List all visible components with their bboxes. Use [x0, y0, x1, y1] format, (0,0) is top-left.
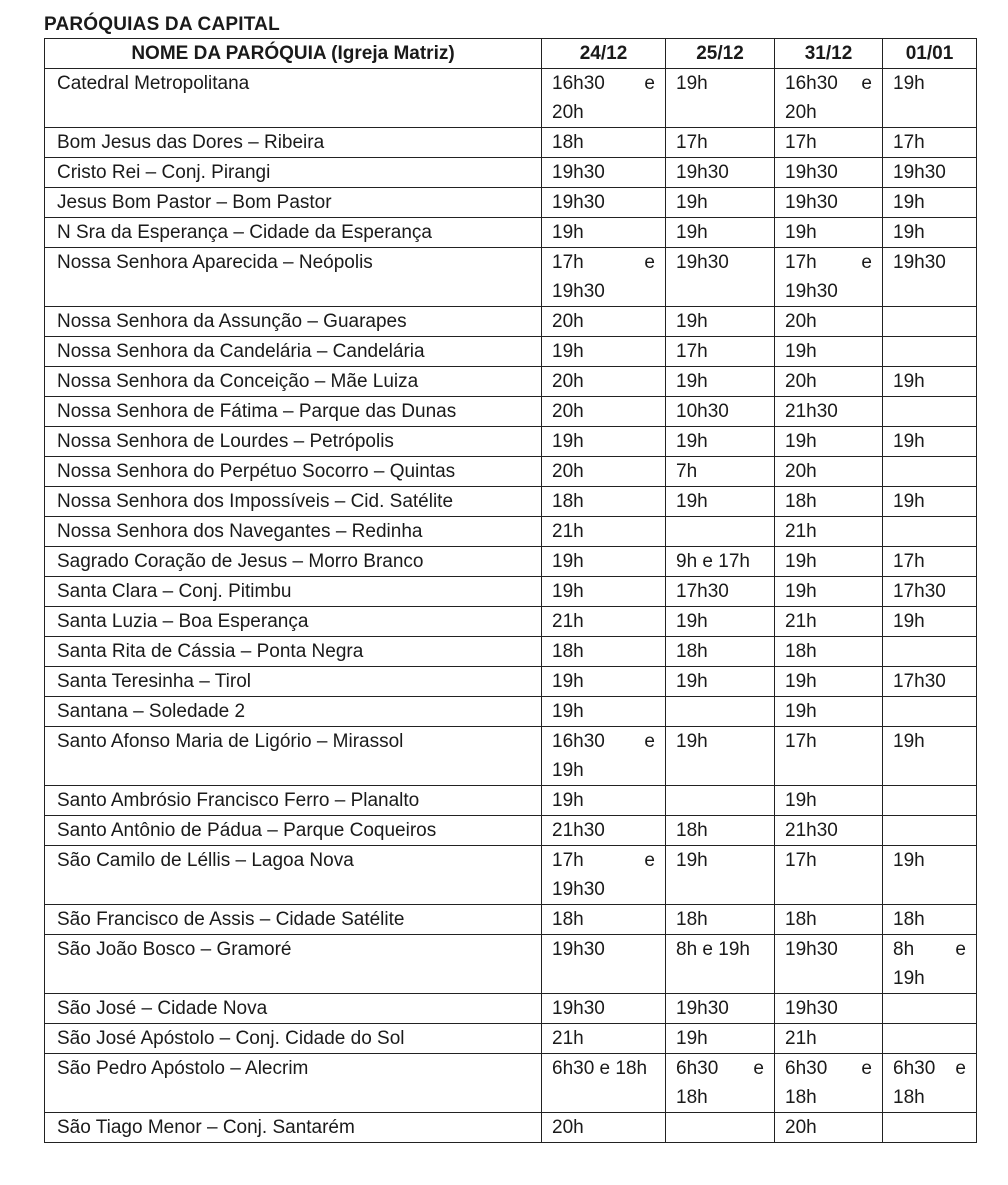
- parish-name-cell: Santa Clara – Conj. Pitimbu: [45, 577, 542, 607]
- table-row: [45, 218, 977, 248]
- time-cell-24-12: 17h e 19h30: [542, 846, 666, 905]
- time-cell-01-01: 19h: [883, 846, 977, 905]
- time-cell-31-12: 18h: [775, 487, 883, 517]
- time-cell-01-01: 6h30 e 18h: [883, 1054, 977, 1113]
- time-cell-25-12: 19h: [666, 1024, 775, 1054]
- time-cell-31-12: 21h: [775, 1024, 883, 1054]
- time-cell-31-12: 19h: [775, 577, 883, 607]
- mass-schedule-table: [44, 38, 977, 1143]
- table-row: [45, 158, 977, 188]
- time-cell-31-12: 19h: [775, 697, 883, 727]
- parish-name-cell: Santa Teresinha – Tirol: [45, 667, 542, 697]
- parish-name-cell: São João Bosco – Gramoré: [45, 935, 542, 994]
- table-row: [45, 248, 977, 307]
- time-cell-24-12: 19h: [542, 337, 666, 367]
- time-cell-01-01: 19h: [883, 188, 977, 218]
- time-cell-24-12: 19h: [542, 547, 666, 577]
- time-cell-24-12: 19h30: [542, 935, 666, 994]
- time-cell-31-12: 19h: [775, 786, 883, 816]
- time-cell-31-12: 6h30 e 18h: [775, 1054, 883, 1113]
- time-cell-24-12: 18h: [542, 637, 666, 667]
- time-cell-25-12: 18h: [666, 637, 775, 667]
- time-cell-31-12: 18h: [775, 905, 883, 935]
- table-row: [45, 517, 977, 547]
- table-row: [45, 846, 977, 905]
- parish-name-cell: Catedral Metropolitana: [45, 69, 542, 128]
- time-cell-01-01: 17h30: [883, 667, 977, 697]
- table-row: [45, 1024, 977, 1054]
- time-cell-01-01: [883, 457, 977, 487]
- parish-name-cell: Jesus Bom Pastor – Bom Pastor: [45, 188, 542, 218]
- time-cell-31-12: 21h: [775, 517, 883, 547]
- time-cell-01-01: [883, 307, 977, 337]
- table-row: [45, 69, 977, 128]
- table-row: [45, 577, 977, 607]
- time-cell-25-12: 19h: [666, 427, 775, 457]
- table-row: [45, 607, 977, 637]
- table-row: [45, 667, 977, 697]
- time-cell-01-01: 17h30: [883, 577, 977, 607]
- parish-name-cell: São José – Cidade Nova: [45, 994, 542, 1024]
- time-cell-25-12: 8h e 19h: [666, 935, 775, 994]
- column-header-31-12: 31/12: [775, 39, 883, 69]
- time-cell-01-01: 19h: [883, 487, 977, 517]
- time-cell-31-12: 21h30: [775, 397, 883, 427]
- time-cell-01-01: [883, 1113, 977, 1143]
- time-cell-25-12: 19h: [666, 218, 775, 248]
- table-row: [45, 547, 977, 577]
- time-cell-24-12: 20h: [542, 397, 666, 427]
- time-cell-31-12: 19h: [775, 218, 883, 248]
- table-row: [45, 1054, 977, 1113]
- time-cell-31-12: 18h: [775, 637, 883, 667]
- table-row: [45, 697, 977, 727]
- time-cell-25-12: 17h30: [666, 577, 775, 607]
- parish-name-cell: Cristo Rei – Conj. Pirangi: [45, 158, 542, 188]
- table-row: [45, 188, 977, 218]
- table-row: [45, 935, 977, 994]
- time-cell-24-12: 18h: [542, 487, 666, 517]
- parish-name-cell: Santa Rita de Cássia – Ponta Negra: [45, 637, 542, 667]
- time-cell-01-01: 19h: [883, 427, 977, 457]
- time-cell-01-01: 19h: [883, 607, 977, 637]
- time-cell-01-01: 17h: [883, 128, 977, 158]
- time-cell-24-12: 16h30 e 20h: [542, 69, 666, 128]
- time-cell-25-12: 19h: [666, 607, 775, 637]
- time-cell-01-01: 19h30: [883, 248, 977, 307]
- parish-name-cell: Nossa Senhora da Candelária – Candelária: [45, 337, 542, 367]
- time-cell-31-12: 17h: [775, 128, 883, 158]
- parish-name-cell: Nossa Senhora da Conceição – Mãe Luiza: [45, 367, 542, 397]
- time-cell-31-12: 19h: [775, 667, 883, 697]
- parish-name-cell: Santa Luzia – Boa Esperança: [45, 607, 542, 637]
- table-row: [45, 427, 977, 457]
- time-cell-25-12: [666, 517, 775, 547]
- time-cell-24-12: 19h: [542, 218, 666, 248]
- time-cell-24-12: 21h: [542, 1024, 666, 1054]
- time-cell-01-01: 19h30: [883, 158, 977, 188]
- time-cell-31-12: 19h30: [775, 188, 883, 218]
- time-cell-25-12: 19h30: [666, 248, 775, 307]
- time-cell-31-12: 21h: [775, 607, 883, 637]
- column-header-01-01: 01/01: [883, 39, 977, 69]
- time-cell-31-12: 19h30: [775, 935, 883, 994]
- time-cell-24-12: 19h: [542, 577, 666, 607]
- parish-name-cell: Santana – Soledade 2: [45, 697, 542, 727]
- table-row: [45, 128, 977, 158]
- time-cell-25-12: 19h: [666, 367, 775, 397]
- parish-name-cell: São Francisco de Assis – Cidade Satélite: [45, 905, 542, 935]
- parish-name-cell: Nossa Senhora de Fátima – Parque das Dunas: [45, 397, 542, 427]
- time-cell-31-12: 19h: [775, 427, 883, 457]
- table-row: [45, 397, 977, 427]
- time-cell-31-12: 21h30: [775, 816, 883, 846]
- time-cell-24-12: 19h: [542, 697, 666, 727]
- time-cell-25-12: 9h e 17h: [666, 547, 775, 577]
- time-cell-01-01: [883, 517, 977, 547]
- table-row: [45, 367, 977, 397]
- time-cell-24-12: 20h: [542, 457, 666, 487]
- time-cell-01-01: 19h: [883, 218, 977, 248]
- time-cell-25-12: 19h: [666, 667, 775, 697]
- time-cell-31-12: 20h: [775, 457, 883, 487]
- time-cell-31-12: 17h: [775, 727, 883, 786]
- table-row: [45, 816, 977, 846]
- time-cell-01-01: [883, 1024, 977, 1054]
- parish-name-cell: São Camilo de Léllis – Lagoa Nova: [45, 846, 542, 905]
- header-row: [45, 39, 977, 69]
- table-row: [45, 337, 977, 367]
- time-cell-24-12: 18h: [542, 905, 666, 935]
- time-cell-24-12: 19h: [542, 667, 666, 697]
- time-cell-01-01: [883, 397, 977, 427]
- time-cell-24-12: 19h30: [542, 158, 666, 188]
- table-row: [45, 637, 977, 667]
- time-cell-01-01: 17h: [883, 547, 977, 577]
- time-cell-25-12: 7h: [666, 457, 775, 487]
- table-row: [45, 727, 977, 786]
- parish-name-cell: Bom Jesus das Dores – Ribeira: [45, 128, 542, 158]
- time-cell-24-12: 20h: [542, 1113, 666, 1143]
- time-cell-31-12: 19h30: [775, 158, 883, 188]
- time-cell-24-12: 18h: [542, 128, 666, 158]
- parish-name-cell: Nossa Senhora da Assunção – Guarapes: [45, 307, 542, 337]
- time-cell-25-12: 6h30 e 18h: [666, 1054, 775, 1113]
- parish-name-cell: São José Apóstolo – Conj. Cidade do Sol: [45, 1024, 542, 1054]
- time-cell-01-01: [883, 816, 977, 846]
- time-cell-31-12: 16h30 e 20h: [775, 69, 883, 128]
- column-header-25-12: 25/12: [666, 39, 775, 69]
- time-cell-24-12: 21h: [542, 517, 666, 547]
- time-cell-24-12: 6h30 e 18h: [542, 1054, 666, 1113]
- time-cell-25-12: 10h30: [666, 397, 775, 427]
- time-cell-25-12: 18h: [666, 816, 775, 846]
- table-row: [45, 457, 977, 487]
- table-row: [45, 307, 977, 337]
- parish-name-cell: N Sra da Esperança – Cidade da Esperança: [45, 218, 542, 248]
- table-row: [45, 905, 977, 935]
- time-cell-25-12: 17h: [666, 128, 775, 158]
- parish-name-cell: São Tiago Menor – Conj. Santarém: [45, 1113, 542, 1143]
- page-title: PARÓQUIAS DA CAPITAL: [44, 14, 280, 35]
- time-cell-31-12: 19h: [775, 337, 883, 367]
- time-cell-24-12: 20h: [542, 307, 666, 337]
- time-cell-24-12: 16h30 e 19h: [542, 727, 666, 786]
- parish-name-cell: Nossa Senhora dos Impossíveis – Cid. Satélite: [45, 487, 542, 517]
- time-cell-31-12: 20h: [775, 367, 883, 397]
- time-cell-01-01: 19h: [883, 727, 977, 786]
- time-cell-25-12: 19h: [666, 727, 775, 786]
- time-cell-25-12: 19h: [666, 846, 775, 905]
- table-row: [45, 994, 977, 1024]
- time-cell-25-12: 19h30: [666, 158, 775, 188]
- parish-name-cell: São Pedro Apóstolo – Alecrim: [45, 1054, 542, 1113]
- time-cell-01-01: 8h e 19h: [883, 935, 977, 994]
- time-cell-31-12: 20h: [775, 307, 883, 337]
- table-row: [45, 786, 977, 816]
- parish-name-cell: Santo Ambrósio Francisco Ferro – Planalto: [45, 786, 542, 816]
- parish-name-cell: Nossa Senhora do Perpétuo Socorro – Quintas: [45, 457, 542, 487]
- time-cell-01-01: 18h: [883, 905, 977, 935]
- time-cell-01-01: 19h: [883, 69, 977, 128]
- time-cell-24-12: 19h30: [542, 188, 666, 218]
- time-cell-31-12: 20h: [775, 1113, 883, 1143]
- time-cell-25-12: [666, 1113, 775, 1143]
- time-cell-01-01: [883, 697, 977, 727]
- time-cell-24-12: 19h: [542, 427, 666, 457]
- parish-name-cell: Nossa Senhora de Lourdes – Petrópolis: [45, 427, 542, 457]
- time-cell-24-12: 21h: [542, 607, 666, 637]
- table-row: [45, 1113, 977, 1143]
- time-cell-25-12: 19h: [666, 69, 775, 128]
- time-cell-25-12: 19h: [666, 307, 775, 337]
- time-cell-01-01: [883, 637, 977, 667]
- time-cell-25-12: 19h30: [666, 994, 775, 1024]
- time-cell-24-12: 20h: [542, 367, 666, 397]
- time-cell-01-01: [883, 337, 977, 367]
- time-cell-01-01: 19h: [883, 367, 977, 397]
- time-cell-01-01: [883, 786, 977, 816]
- time-cell-24-12: 17h e 19h30: [542, 248, 666, 307]
- parish-name-cell: Santo Afonso Maria de Ligório – Mirassol: [45, 727, 542, 786]
- time-cell-01-01: [883, 994, 977, 1024]
- time-cell-24-12: 19h: [542, 786, 666, 816]
- time-cell-25-12: 18h: [666, 905, 775, 935]
- column-header-24-12: 24/12: [542, 39, 666, 69]
- table-row: [45, 487, 977, 517]
- parish-name-cell: Nossa Senhora Aparecida – Neópolis: [45, 248, 542, 307]
- time-cell-25-12: [666, 697, 775, 727]
- time-cell-25-12: 17h: [666, 337, 775, 367]
- time-cell-25-12: 19h: [666, 487, 775, 517]
- parish-name-cell: Santo Antônio de Pádua – Parque Coqueiros: [45, 816, 542, 846]
- time-cell-24-12: 19h30: [542, 994, 666, 1024]
- time-cell-31-12: 17h: [775, 846, 883, 905]
- time-cell-31-12: 19h: [775, 547, 883, 577]
- column-header-parish: NOME DA PARÓQUIA (Igreja Matriz): [45, 39, 542, 69]
- time-cell-25-12: [666, 786, 775, 816]
- time-cell-24-12: 21h30: [542, 816, 666, 846]
- time-cell-25-12: 19h: [666, 188, 775, 218]
- time-cell-31-12: 17h e 19h30: [775, 248, 883, 307]
- time-cell-31-12: 19h30: [775, 994, 883, 1024]
- parish-name-cell: Sagrado Coração de Jesus – Morro Branco: [45, 547, 542, 577]
- parish-name-cell: Nossa Senhora dos Navegantes – Redinha: [45, 517, 542, 547]
